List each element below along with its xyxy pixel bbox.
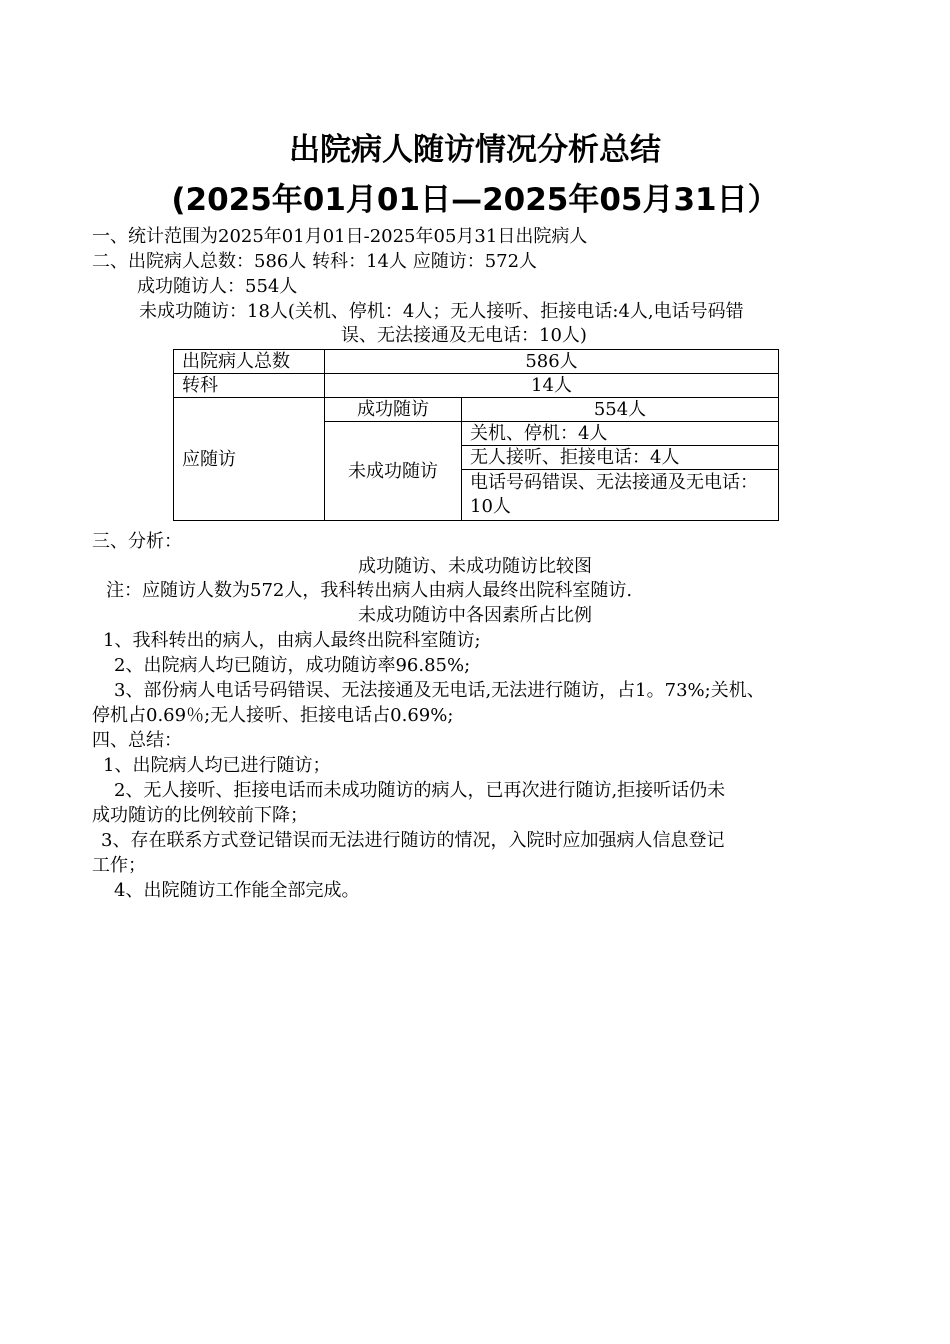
table-cell-fail-reason-2: 无人接听、拒接电话：4人 [462,446,779,470]
table-cell-success-label: 成功随访 [325,398,462,422]
table-row [174,350,779,374]
table-cell-transfer-value: 14人 [325,374,779,398]
table-row [174,374,779,398]
summary-item-2-cont: 成功随访的比例较前下降； [92,805,308,826]
section-1-scope: 一、统计范围为2025年01月01日-2025年05月31日出院病人 [92,226,588,247]
summary-item-2: 2、无人接听、拒接电话而未成功随访的病人，已再次进行随访,拒接听话仍未 [114,780,726,801]
section-2-fail: 未成功随访：18人(关机、停机：4人；无人接听、拒接电话:4人,电话号码错 [139,301,744,322]
summary-item-1: 1、出院病人均已进行随访； [103,755,331,776]
table-cell-due-label: 应随访 [174,398,325,521]
summary-item-3: 3、存在联系方式登记错误而无法进行随访的情况，入院时应加强病人信息登记 [101,830,725,851]
analysis-note: 注：应随访人数为572人，我科转出病人由病人最终出院科室随访. [106,580,633,601]
summary-item-4: 4、出院随访工作能全部完成。 [114,880,360,901]
analysis-item-3: 3、部份病人电话号码错误、无法接通及无电话,无法进行随访，占1。73%;关机、 [114,680,765,701]
section-2-success: 成功随访人：554人 [137,276,298,297]
table-cell-transfer-label: 转科 [174,374,325,398]
chart-1-caption: 成功随访、未成功随访比较图 [358,556,592,577]
table-cell-total-label: 出院病人总数 [174,350,325,374]
table-cell-total-value: 586人 [325,350,779,374]
document-date-range: (2025年01月01日—2025年05月31日） [171,182,779,218]
analysis-item-2: 2、出院病人均已随访，成功随访率96.85%; [114,655,471,676]
table-row [174,398,779,422]
section-4-heading: 四、总结： [92,730,182,751]
section-3-heading: 三、分析： [92,531,182,552]
analysis-item-3-cont: 停机占0.69％;无人接听、拒接电话占0.69%; [92,705,454,726]
table-cell-fail-label: 未成功随访 [325,422,462,521]
analysis-item-1: 1、我科转出的病人，由病人最终出院科室随访; [103,630,481,651]
statistics-table [173,349,779,521]
table-cell-fail-reason-1: 关机、停机：4人 [462,422,779,446]
section-2-overview: 二、出院病人总数：586人 转科：14人 应随访：572人 [92,251,538,272]
document-title: 出院病人随访情况分析总结 [289,132,661,168]
chart-2-caption: 未成功随访中各因素所占比例 [358,605,592,626]
table-cell-fail-reason-3: 电话号码错误、无法接通及无电话：10人 [462,470,779,521]
summary-item-3-cont: 工作； [92,855,146,876]
table-cell-success-value: 554人 [462,398,779,422]
section-2-fail-cont: 误、无法接通及无电话：10人) [341,325,587,346]
